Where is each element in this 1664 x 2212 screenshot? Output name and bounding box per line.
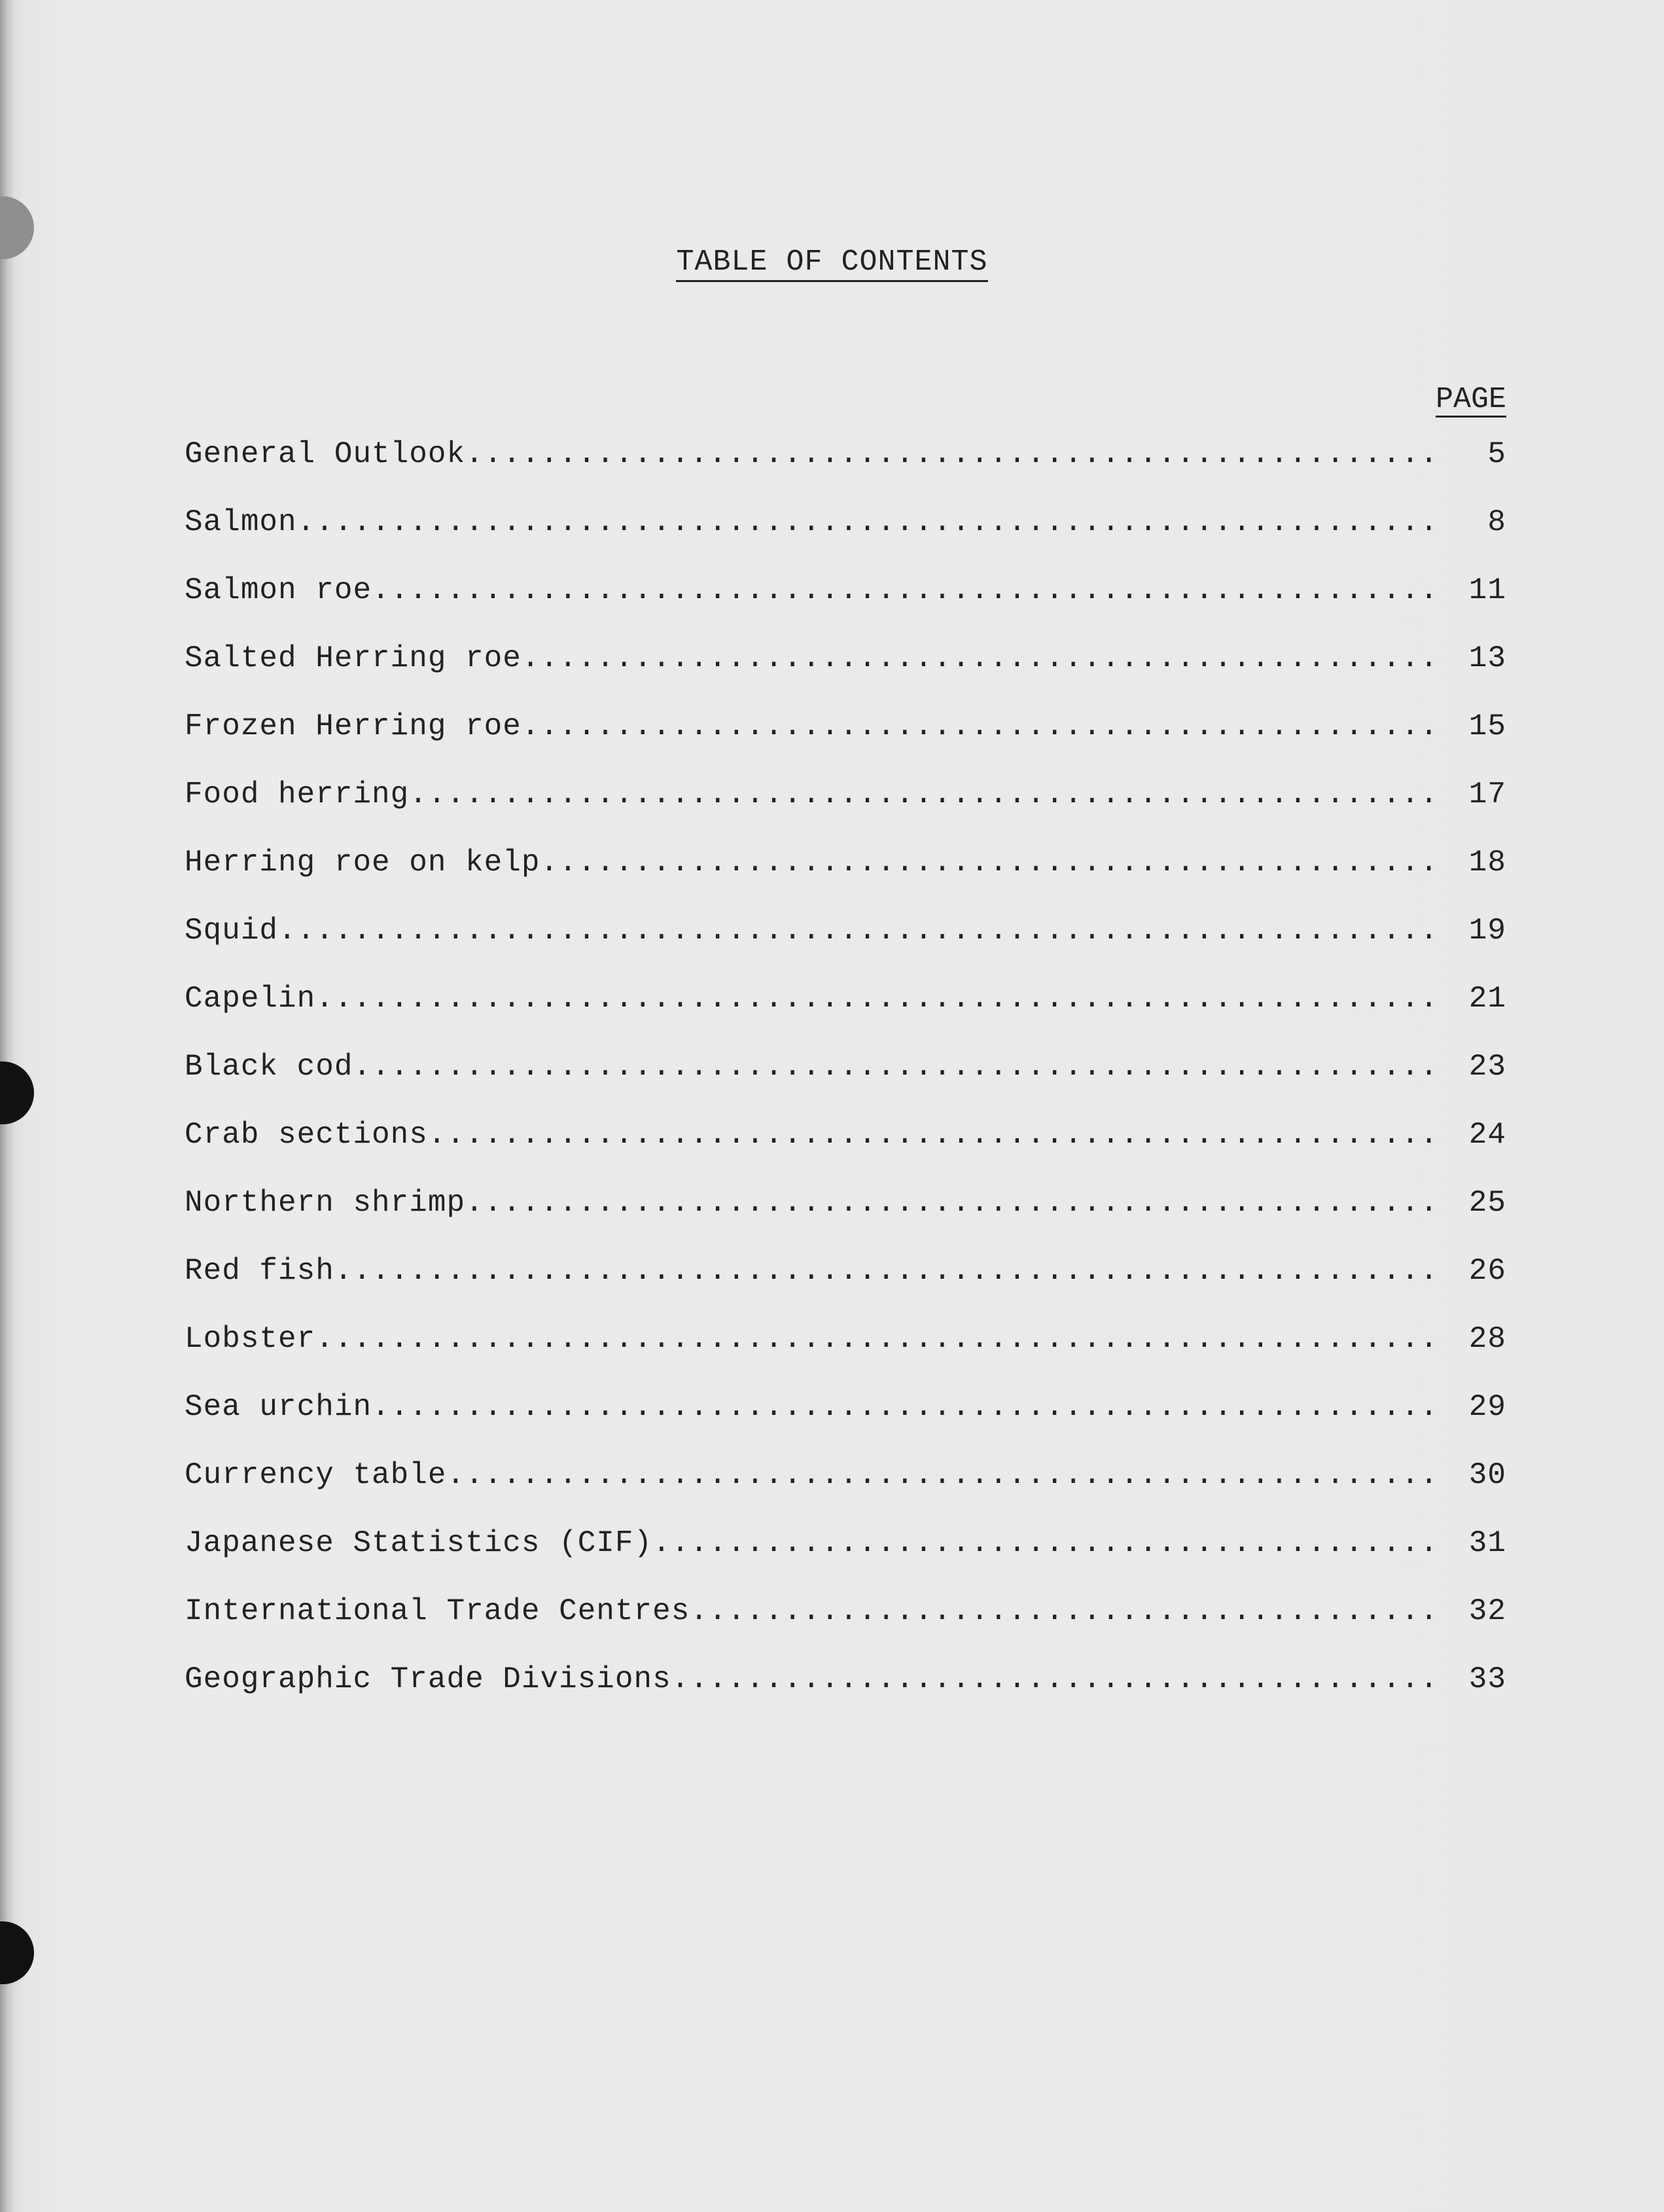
toc-entry bbox=[185, 1458, 1506, 1526]
table-of-contents bbox=[185, 437, 1506, 1730]
toc-entry bbox=[185, 1186, 1506, 1254]
page-title bbox=[0, 245, 1664, 279]
toc-entry-page: 21 bbox=[1468, 982, 1506, 1016]
toc-entry-label: Squid bbox=[185, 914, 279, 948]
toc-entry-page: 31 bbox=[1468, 1526, 1506, 1560]
page-title-text: TABLE OF CONTENTS bbox=[676, 245, 987, 282]
toc-entry-page: 24 bbox=[1468, 1118, 1506, 1152]
toc-entry bbox=[185, 1662, 1506, 1730]
toc-leader-dots bbox=[315, 1322, 1442, 1356]
toc-leader-dots bbox=[334, 1254, 1442, 1288]
toc-entry-page: 19 bbox=[1468, 914, 1506, 948]
toc-entry bbox=[185, 982, 1506, 1050]
toc-entry-page: 30 bbox=[1468, 1458, 1506, 1492]
toc-entry bbox=[185, 1254, 1506, 1322]
toc-entry-label: Currency table bbox=[185, 1458, 447, 1492]
toc-entry-page: 28 bbox=[1468, 1322, 1506, 1356]
toc-entry bbox=[185, 505, 1506, 573]
toc-entry-label: Black cod bbox=[185, 1050, 353, 1084]
toc-leader-dots bbox=[446, 1458, 1442, 1492]
toc-leader-dots bbox=[409, 777, 1442, 812]
binder-hole-bottom bbox=[0, 1921, 34, 1984]
toc-entry-page: 23 bbox=[1468, 1050, 1506, 1084]
toc-entry-label: Red fish bbox=[185, 1254, 334, 1288]
toc-entry bbox=[185, 709, 1506, 777]
toc-entry bbox=[185, 914, 1506, 982]
toc-entry-label: Salted Herring roe bbox=[185, 641, 522, 675]
binder-hole-middle bbox=[0, 1061, 34, 1124]
toc-entry-label: Sea urchin bbox=[185, 1390, 372, 1424]
toc-entry-page: 32 bbox=[1468, 1594, 1506, 1628]
toc-entry-page: 13 bbox=[1468, 641, 1506, 675]
toc-entry-page: 25 bbox=[1468, 1186, 1506, 1220]
toc-entry-label: Salmon bbox=[185, 505, 297, 539]
toc-entry-page: 8 bbox=[1487, 505, 1506, 539]
toc-entry bbox=[185, 641, 1506, 709]
toc-entry bbox=[185, 1526, 1506, 1594]
toc-leader-dots bbox=[428, 1118, 1442, 1152]
toc-entry-label: Japanese Statistics (CIF) bbox=[185, 1526, 653, 1560]
toc-entry-label: Capelin bbox=[185, 982, 316, 1016]
toc-leader-dots bbox=[540, 846, 1443, 880]
toc-leader-dots bbox=[671, 1662, 1442, 1696]
toc-entry bbox=[185, 1050, 1506, 1118]
toc-entry-label: Herring roe on kelp bbox=[185, 846, 540, 880]
toc-entry-label: Crab sections bbox=[185, 1118, 428, 1152]
toc-leader-dots bbox=[465, 1186, 1442, 1220]
toc-leader-dots bbox=[315, 982, 1442, 1016]
toc-leader-dots bbox=[522, 641, 1442, 675]
toc-entry-label: Food herring bbox=[185, 777, 410, 812]
toc-entry-label: Lobster bbox=[185, 1322, 316, 1356]
toc-leader-dots bbox=[353, 1050, 1442, 1084]
toc-entry-label: International Trade Centres bbox=[185, 1594, 690, 1628]
toc-entry-page: 15 bbox=[1468, 709, 1506, 743]
toc-entry-page: 5 bbox=[1487, 437, 1506, 471]
toc-entry-page: 29 bbox=[1468, 1390, 1506, 1424]
toc-entry-page: 17 bbox=[1468, 777, 1506, 812]
toc-entry-label: Frozen Herring roe bbox=[185, 709, 522, 743]
page-column-header: PAGE bbox=[1435, 383, 1506, 416]
toc-entry-page: 33 bbox=[1468, 1662, 1506, 1696]
toc-entry-label: Northern shrimp bbox=[185, 1186, 466, 1220]
toc-leader-dots bbox=[372, 573, 1442, 607]
toc-entry-label: Geographic Trade Divisions bbox=[185, 1662, 671, 1696]
toc-entry bbox=[185, 1322, 1506, 1390]
toc-entry bbox=[185, 777, 1506, 846]
toc-leader-dots bbox=[652, 1526, 1442, 1560]
toc-entry bbox=[185, 1594, 1506, 1662]
toc-entry-page: 18 bbox=[1468, 846, 1506, 880]
toc-entry-label: Salmon roe bbox=[185, 573, 372, 607]
toc-leader-dots bbox=[297, 505, 1442, 539]
toc-entry bbox=[185, 846, 1506, 914]
toc-entry bbox=[185, 573, 1506, 641]
toc-leader-dots bbox=[278, 914, 1442, 948]
toc-entry bbox=[185, 437, 1506, 505]
toc-entry bbox=[185, 1390, 1506, 1458]
toc-entry-page: 26 bbox=[1468, 1254, 1506, 1288]
toc-entry-page: 11 bbox=[1468, 573, 1506, 607]
toc-entry-label: General Outlook bbox=[185, 437, 466, 471]
toc-leader-dots bbox=[465, 437, 1442, 471]
toc-leader-dots bbox=[690, 1594, 1442, 1628]
toc-leader-dots bbox=[522, 709, 1442, 743]
toc-entry bbox=[185, 1118, 1506, 1186]
toc-leader-dots bbox=[372, 1390, 1442, 1424]
